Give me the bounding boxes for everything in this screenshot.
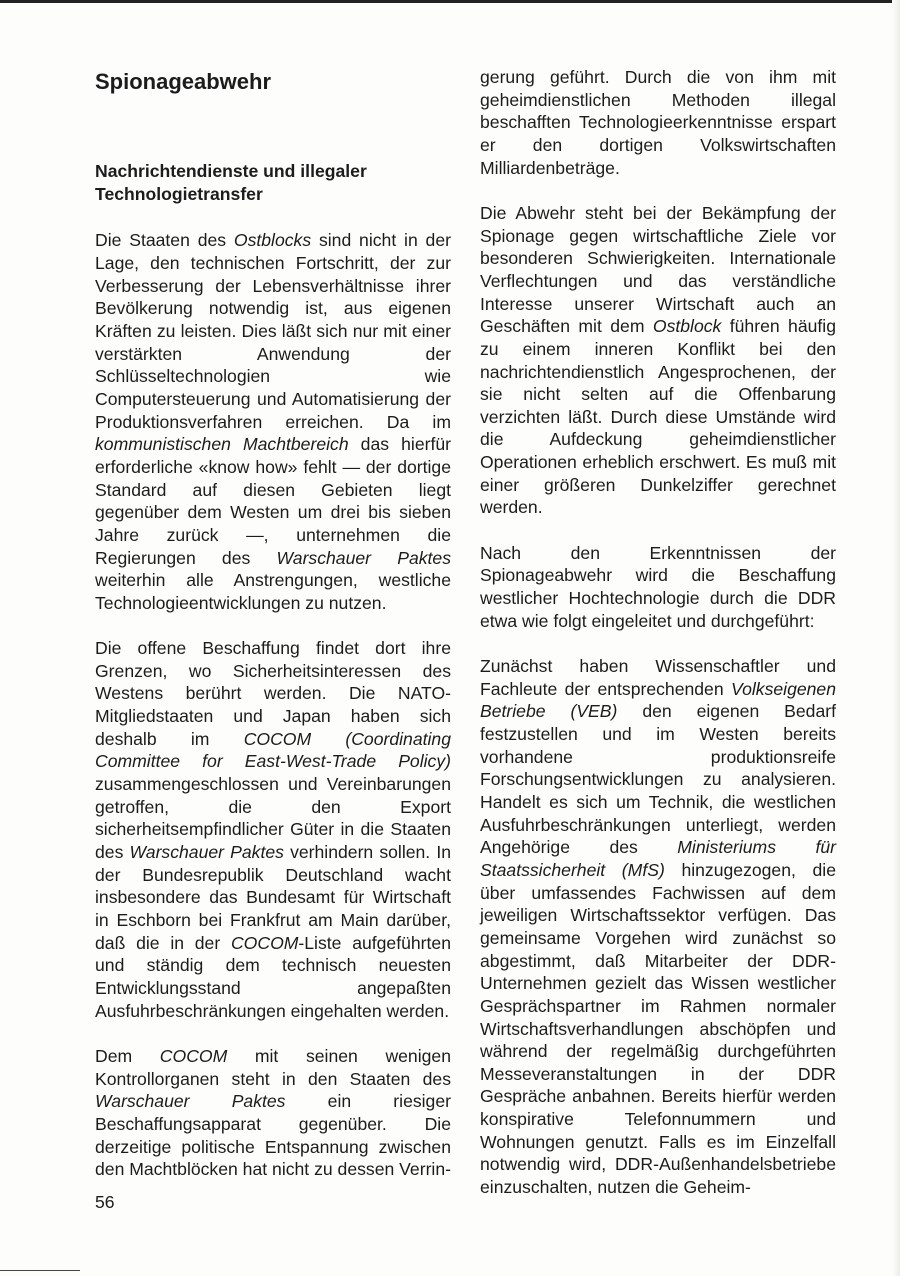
emphasized-text: Ostblocks	[233, 230, 312, 251]
text-run: führen häufig zu einem inneren Konflikt bei den nachrichtendienstlich Angesprochenen, der sie nicht selten auf die Offenbarung verzichten läßt. Durch diese Umstände wird die Aufdeckung geheimdienstlicher Operationen erheblich erschwert. Es muß mit einer größeren Dunkelziffer gerechnet werden.	[480, 316, 836, 518]
paragraph	[95, 1045, 451, 1181]
top-page-rule	[0, 0, 900, 3]
bottom-edge-mark	[0, 1270, 80, 1271]
paragraph	[480, 66, 836, 179]
text-run: ein riesiger Beschaffungsapparat gegenüber. Die derzeitige politische Entspannung zwischen den Machtblöcken hat nicht zu dessen Verrin-	[95, 1091, 451, 1180]
text-run: -Liste aufgeführten und ständig dem technisch neuesten Entwicklungsstand angepaßten Ausfuhrbeschränkungen eingehalten werden.	[95, 932, 451, 1021]
text-run: Die Abwehr steht bei der Bekämpfung der Spionage gegen wirtschaftliche Ziele vor besonderen Schwierigkeiten. Internationale Verflechtungen und das verständliche Interesse unserer Wirtschaft auch an Geschäften mit dem	[480, 202, 836, 337]
text-run: weiterhin alle Anstrengungen, westliche Technologieentwicklungen zu nutzen.	[95, 570, 451, 613]
emphasized-text: Warschauer Paktes	[276, 547, 451, 568]
text-run: Nach den Erkenntnissen der Spionageabwehr wird die Beschaffung westlicher Hochtechnologie durch die DDR etwa wie folgt eingeleitet und durchgeführt:	[480, 542, 836, 631]
page-number: 56	[95, 1192, 115, 1212]
text-run: mit seinen wenigen Kontrollorganen steht in den Staaten des	[95, 1045, 451, 1089]
text-run: gerung geführt. Durch die von ihm mit geheimdienstlichen Methoden illegal beschafften Technologieerkenntnisse erspart er den dortigen Volkswirtschaften Milliardenbeträge.	[480, 67, 836, 178]
page-title: Spionageabwehr	[95, 69, 272, 94]
emphasized-text: Volkseigenen Betriebe (VEB)	[480, 678, 836, 722]
emphasized-text: COCOM	[230, 932, 299, 953]
text-run: zusammengeschlossen und Vereinbarungen getroffen, die den Export sicherheitsempfindlicher Güter in die Staaten des	[95, 774, 451, 863]
paragraph	[95, 229, 451, 614]
left-column	[95, 64, 451, 1203]
text-run: verhindern sollen. In der Bundesrepublik Deutschland wacht insbesondere das Bundesamt für Wirtschaft in Eschborn bei Frankfrut am Main darüber, daß die in der	[95, 842, 452, 953]
emphasized-text: Warschauer Paktes	[129, 842, 284, 863]
emphasized-text: kommunistischen Machtbereich	[95, 434, 349, 455]
text-run: das hierfür erforderliche «know how» fehlt — der dortige Standard auf diesen Gebieten liegt gegenüber dem Westen um drei bis sieben Jahre zurück —, unternehmen die Regierungen des	[95, 434, 451, 568]
text-run: hinzugezogen, die über umfassendes Fachwissen auf dem jeweiligen Wirtschaftssektor verfügen. Das gemeinsame Vorgehen wird zunächst so abgestimmt, daß Mitarbeiter der DDR-Unternehmen gezielt das Wissen westlicher Gesprächspartner im Rahmen normaler Wirtschaftsverhandlungen abschöpfen und während der regelmäßig durchgeführten Messeveranstaltungen in der DDR Gespräche anbahnen. Bereits hierfür werden konspirative Telefonnummern und Wohnungen genutzt. Falls es im Einzelfall notwendig wird, DDR-Außenhandelsbetriebe einzuschalten, nutzen die Geheim-	[480, 859, 837, 1198]
paragraph	[480, 655, 836, 1199]
paragraph	[480, 542, 836, 633]
emphasized-text: Ministeriums für Staatssicherheit (MfS)	[480, 837, 837, 880]
emphasized-text: COCOM (Coordinating Committee for East-West-Trade Policy)	[95, 728, 451, 772]
text-run: sind nicht in der Lage, den technischen Fortschritt, der zur Verbesserung der Lebensverhältnisse ihrer Bevölkerung notwendig ist, aus eigenen Kräften zu leisten. Dies läßt sich nur mit einer verstärkten Anwendung der Schlüsseltechnologien wie Computersteuerung und Automatisierung der Produktionsverfahren erreichen. Da im	[95, 230, 451, 432]
text-run: den eigenen Bedarf festzustellen und im Westen bereits vorhandene produktionsreife Forschungsentwicklungen zu analysieren. Handelt es sich um Technik, die westlichen Ausfuhrbeschränkungen unterliegt, werden Angehörige des	[480, 701, 836, 858]
text-run: Die Staaten des	[95, 230, 234, 251]
text-run: Zunächst haben Wissenschaftler und Fachleute der entsprechenden	[480, 656, 836, 699]
page-edge-shadow	[892, 0, 900, 1276]
subtitle-line-2: Technologietransfer	[95, 183, 263, 204]
paragraph	[95, 637, 451, 1022]
text-run: Die offene Beschaffung findet dort ihre Grenzen, wo Sicherheitsinteressen des Westens berührt werden. Die NATO-Mitgliedstaaten und Japan haben sich deshalb im	[95, 638, 451, 749]
emphasized-text: Warschauer Paktes	[95, 1091, 286, 1112]
paragraph	[480, 202, 836, 519]
subtitle-line-1: Nachrichtendienste und illegaler	[95, 161, 367, 181]
right-column	[480, 66, 836, 1221]
emphasized-text: Ostblock	[652, 316, 722, 337]
emphasized-text: COCOM	[159, 1045, 228, 1066]
text-run: Dem	[95, 1045, 160, 1066]
section-subtitle	[95, 160, 451, 205]
